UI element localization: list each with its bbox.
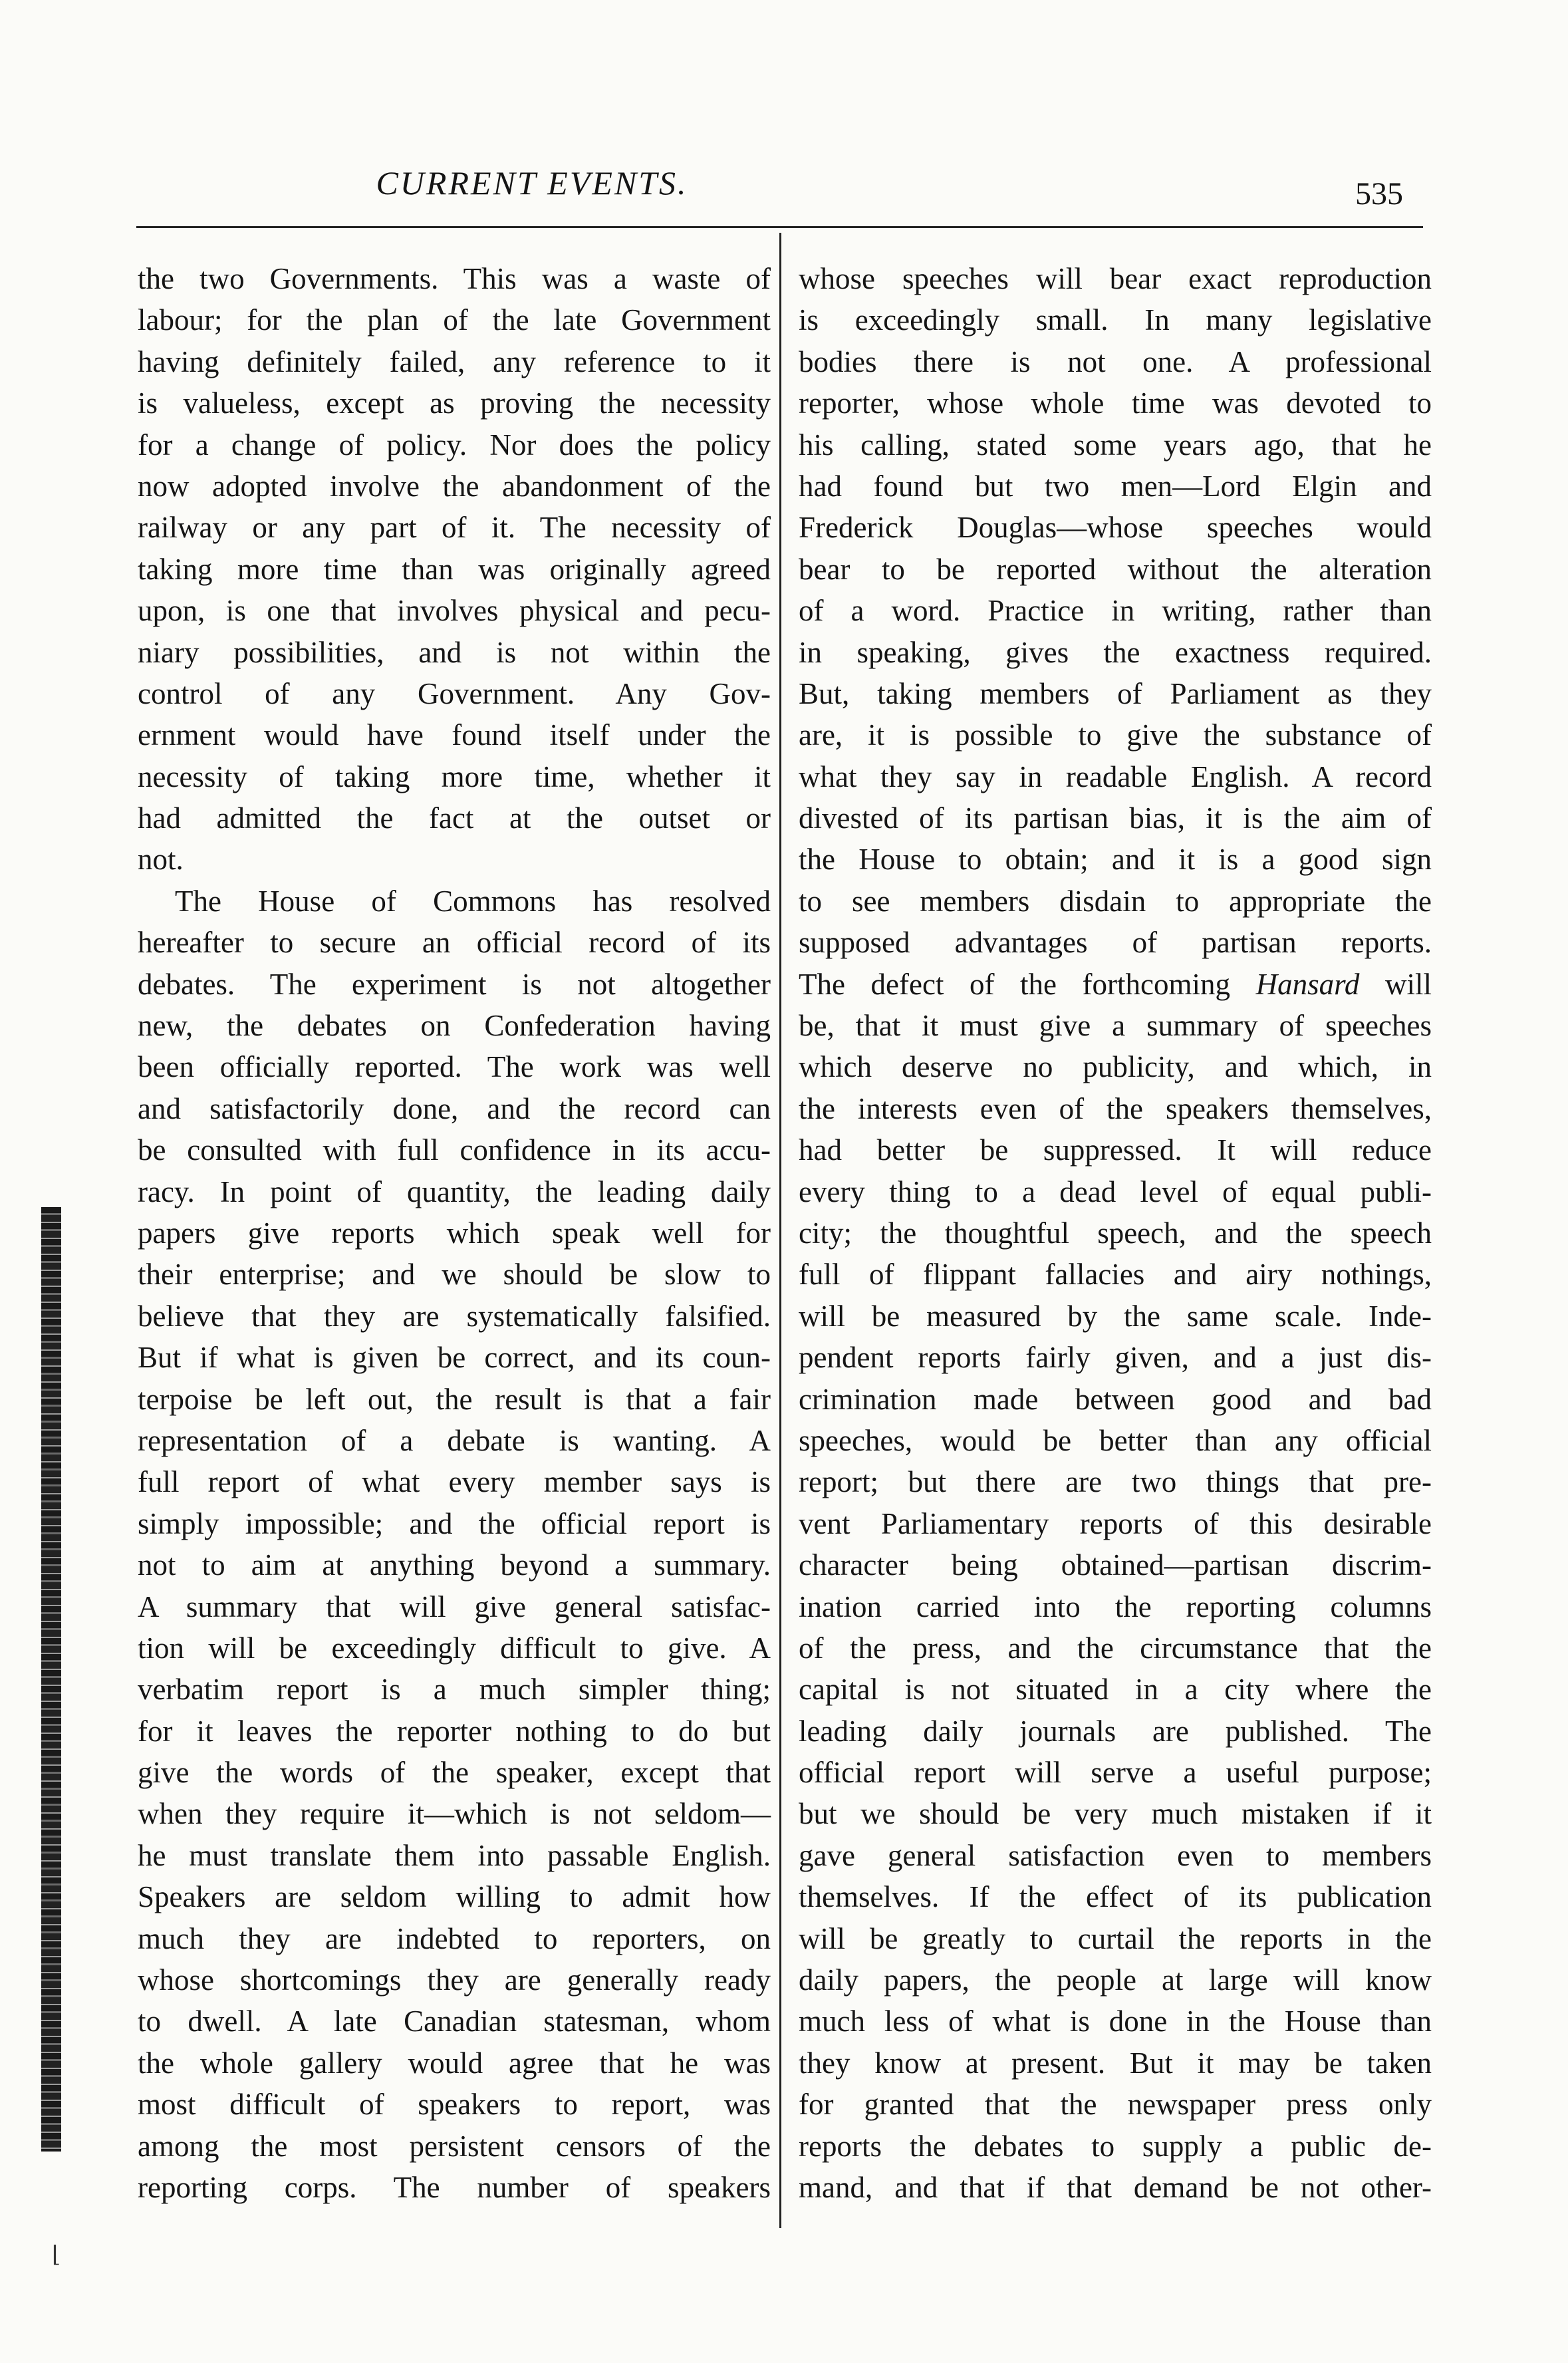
header-rule xyxy=(136,226,1423,228)
text-line: reporter, whose whole time was devoted to xyxy=(799,386,1432,420)
text-line: will be measured by the same scale. Inde- xyxy=(799,1299,1432,1333)
text-line: are, it is possible to give the substance of xyxy=(799,718,1432,752)
text-line: is valueless, except as proving the necessity xyxy=(138,386,771,420)
text-segment: The defect of the forthcoming xyxy=(799,967,1231,1001)
text-line: city; the thoughtful speech, and the speech xyxy=(799,1216,1432,1250)
text-line: mand, and that if that demand be not other- xyxy=(799,2170,1432,2204)
text-line: character being obtained—partisan discrim- xyxy=(799,1548,1432,1582)
text-line: having definitely failed, any reference to it xyxy=(138,345,771,378)
text-line: Speakers are seldom willing to admit how xyxy=(138,1880,771,1914)
text-line: But, taking members of Parliament as they xyxy=(799,676,1432,710)
text-line: what they say in readable English. A record xyxy=(799,760,1432,793)
hansard-title: Hansard xyxy=(1255,967,1360,1001)
text-line: reporting corps. The number of speakers xyxy=(138,2170,771,2204)
text-line: whose shortcomings they are generally ready xyxy=(138,1963,771,1997)
text-line: believe that they are systematically falsified. xyxy=(138,1299,771,1333)
text-line: his calling, stated some years ago, that he xyxy=(799,428,1432,462)
text-line: themselves. If the effect of its publication xyxy=(799,1880,1432,1914)
text-line: for a change of policy. Nor does the policy xyxy=(138,428,771,462)
text-line: be consulted with full confidence in its accu- xyxy=(138,1133,771,1167)
scan-binding-edge xyxy=(41,1207,61,2152)
text-line: to dwell. A late Canadian statesman, whom xyxy=(138,2005,771,2038)
text-line: but we should be very much mistaken if it xyxy=(799,1797,1432,1831)
text-line: A summary that will give general satisfac- xyxy=(138,1590,771,1623)
text-line: they know at present. But it may be taken xyxy=(799,2046,1432,2080)
text-line: ernment would have found itself under the xyxy=(138,718,771,752)
text-line: been officially reported. The work was well xyxy=(138,1050,771,1084)
text-line: debates. The experiment is not altogether xyxy=(138,967,771,1001)
text-line: not. xyxy=(138,843,184,877)
column-divider xyxy=(779,233,781,2228)
text-line: had found but two men—Lord Elgin and xyxy=(799,469,1432,503)
text-line: for it leaves the reporter nothing to do but xyxy=(138,1714,771,1748)
text-line: be, that it must give a summary of speeches xyxy=(799,1009,1432,1043)
text-line: labour; for the plan of the late Government xyxy=(138,303,771,337)
text-line: to see members disdain to appropriate the xyxy=(799,884,1432,918)
text-line: divested of its partisan bias, it is the aim of xyxy=(799,801,1432,835)
text-line: representation of a debate is wanting. A xyxy=(138,1423,771,1457)
text-line: will be greatly to curtail the reports in the xyxy=(799,1921,1432,1955)
text-line: in speaking, gives the exactness required. xyxy=(799,635,1432,669)
text-line: railway or any part of it. The necessity of xyxy=(138,511,771,545)
text-line: terpoise be left out, the result is that a fair xyxy=(138,1382,771,1416)
text-line: of the press, and the circumstance that the xyxy=(799,1631,1432,1665)
text-line: the two Governments. This was a waste of xyxy=(138,262,771,295)
text-line: the House to obtain; and it is a good sign xyxy=(799,843,1432,877)
text-line: hereafter to secure an official record of its xyxy=(138,926,771,960)
text-line: official report will serve a useful purpose; xyxy=(799,1756,1432,1790)
left-column xyxy=(138,258,771,2208)
text-line: necessity of taking more time, whether it xyxy=(138,760,771,793)
text-line: full report of what every member says is xyxy=(138,1465,771,1499)
text-line: niary possibilities, and is not within the xyxy=(138,635,771,669)
paragraph-start-line: The House of Commons has resolved xyxy=(175,884,771,918)
text-line: every thing to a dead level of equal publi- xyxy=(799,1175,1432,1208)
text-line: But if what is given be correct, and its coun- xyxy=(138,1341,771,1375)
text-line: racy. In point of quantity, the leading daily xyxy=(138,1175,771,1208)
text-line: tion will be exceedingly difficult to give. A xyxy=(138,1631,771,1665)
text-line: not to aim at anything beyond a summary. xyxy=(138,1548,771,1582)
text-line: for granted that the newspaper press only xyxy=(799,2088,1432,2122)
text-line: their enterprise; and we should be slow to xyxy=(138,1258,771,1292)
text-line: ination carried into the reporting columns xyxy=(799,1590,1432,1623)
text-line: upon, is one that involves physical and pecu- xyxy=(138,594,771,628)
text-line: pendent reports fairly given, and a just dis- xyxy=(799,1341,1432,1375)
right-column xyxy=(799,258,1432,2208)
text-line: had admitted the fact at the outset or xyxy=(138,801,771,835)
text-line: papers give reports which speak well for xyxy=(138,1216,771,1250)
text-line: which deserve no publicity, and which, in xyxy=(799,1050,1432,1084)
text-line: vent Parliamentary reports of this desirable xyxy=(799,1506,1432,1540)
running-head-title: CURRENT EVENTS. xyxy=(376,164,688,202)
page-number: 535 xyxy=(1355,176,1403,211)
text-line-with-italic-title xyxy=(799,964,1432,1005)
text-line: new, the debates on Confederation having xyxy=(138,1009,771,1043)
text-line: he must translate them into passable English. xyxy=(138,1838,771,1872)
text-line: speeches, would be better than any official xyxy=(799,1423,1432,1457)
text-line: is exceedingly small. In many legislative xyxy=(799,303,1432,337)
text-segment: will xyxy=(1385,967,1432,1001)
text-line: the whole gallery would agree that he was xyxy=(138,2046,771,2080)
scan-artifact-mark: ⌊ xyxy=(52,2243,61,2267)
text-line: verbatim report is a much simpler thing; xyxy=(138,1673,771,1707)
text-line: bear to be reported without the alteration xyxy=(799,552,1432,586)
text-line: much less of what is done in the House than xyxy=(799,2005,1432,2038)
text-line: of a word. Practice in writing, rather than xyxy=(799,594,1432,628)
text-line: bodies there is not one. A professional xyxy=(799,345,1432,378)
text-line: give the words of the speaker, except that xyxy=(138,1756,771,1790)
text-line: most difficult of speakers to report, was xyxy=(138,2088,771,2122)
text-line: daily papers, the people at large will know xyxy=(799,1963,1432,1997)
text-line: much they are indebted to reporters, on xyxy=(138,1921,771,1955)
text-line: leading daily journals are published. The xyxy=(799,1714,1432,1748)
text-line: the interests even of the speakers themselves, xyxy=(799,1091,1432,1125)
text-line: among the most persistent censors of the xyxy=(138,2129,771,2163)
text-line: full of flippant fallacies and airy nothings, xyxy=(799,1258,1432,1292)
text-line: reports the debates to supply a public de- xyxy=(799,2129,1432,2163)
text-line: gave general satisfaction even to members xyxy=(799,1838,1432,1872)
text-line: taking more time than was originally agreed xyxy=(138,552,771,586)
text-line: whose speeches will bear exact reproduction xyxy=(799,262,1432,295)
text-line: capital is not situated in a city where the xyxy=(799,1673,1432,1707)
text-line: supposed advantages of partisan reports. xyxy=(799,926,1432,960)
text-line: now adopted involve the abandonment of the xyxy=(138,469,771,503)
text-line: control of any Government. Any Gov- xyxy=(138,676,771,710)
text-line: crimination made between good and bad xyxy=(799,1382,1432,1416)
text-line: and satisfactorily done, and the record can xyxy=(138,1091,771,1125)
text-line: report; but there are two things that pre- xyxy=(799,1465,1432,1499)
text-line: simply impossible; and the official report is xyxy=(138,1506,771,1540)
text-line: Frederick Douglas—whose speeches would xyxy=(799,511,1432,545)
text-line: had better be suppressed. It will reduce xyxy=(799,1133,1432,1167)
text-line: when they require it—which is not seldom— xyxy=(138,1797,771,1831)
